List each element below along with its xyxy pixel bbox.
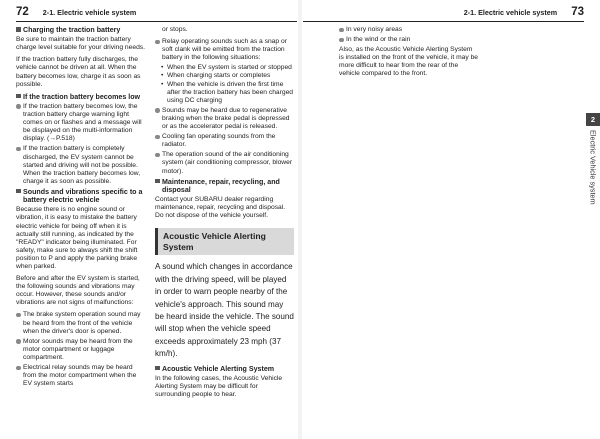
round-bullet-icon: [155, 40, 160, 45]
list-item: The operation sound of the air conditioning system (air conditioning compressor, blower motor).: [155, 151, 294, 175]
round-bullet-icon: [155, 153, 160, 158]
round-bullet-icon: [16, 147, 21, 152]
page-spine: [298, 0, 302, 439]
round-bullet-icon: [155, 108, 160, 113]
list-item: Cooling fan operating sounds from the radiator.: [155, 133, 294, 149]
paragraph: Be sure to maintain the traction battery charge level suitable for your driving needs.: [16, 36, 145, 52]
square-bullet-icon: [16, 94, 21, 99]
list-item: In the wind or the rain: [339, 36, 479, 44]
left-page: [0, 0, 297, 439]
left-page-header: [16, 4, 136, 20]
list-item: Relay operating sounds such as a snap or soft clank will be emitted from the traction battery in the following situations:: [155, 38, 294, 62]
round-bullet-icon: [16, 313, 21, 318]
page-number: 73: [571, 6, 584, 18]
list-item: Sounds may be heard due to regenerative braking when the brake pedal is depressed or as the accelerator pedal is released.: [155, 107, 294, 131]
sub-list-item: • When charging starts or completes: [161, 72, 271, 80]
sub-list-item: • When the vehicle is driven the first time after the traction battery has been charged using DC charging: [161, 80, 294, 104]
left-column-1: [16, 26, 147, 390]
paragraph: If the traction battery fully discharges, the vehicle cannot be driven at all. When the battery becomes low, charge it as soon as possible.: [16, 56, 141, 88]
section-title: 2-1. Electric vehicle system: [42, 7, 137, 17]
right-column-1: [339, 26, 479, 83]
paragraph: Also, as the Acoustic Vehicle Alerting System is installed on the front of the vehicle, it may be more difficult to hear from the rear of the vehicle compared to the front.: [339, 46, 479, 78]
continued-text: or stops.: [162, 26, 188, 33]
square-bullet-icon: [155, 179, 160, 184]
paragraph: Contact your SUBARU dealer regarding maintenance, repair, recycling and disposal. Do not dispose of the vehicle yourself.: [155, 196, 286, 220]
left-column-2: [155, 26, 294, 403]
list-item: If the traction battery becomes low, the traction battery charge warning light comes on or flashes and a message will be displayed on the multi-information display. (→P.518): [16, 103, 147, 143]
intro-paragraph: A sound which changes in accordance with the driving speed, will be played in order to warn people nearby of the vehicle's approach. This sound may be heard inside the vehicle. The sound will stop when the vehicle speed exceeds approximately 23 mph (37 km/h).: [155, 262, 294, 359]
paragraph: In the following cases, the Acoustic Vehicle Alerting System may be difficult for surrounding people to hear.: [155, 374, 283, 398]
sub-list-item: • When the EV system is started or stopped: [161, 64, 292, 72]
paragraph: Because there is no engine sound or vibration, it is easy to mistake the battery electric vehicle for being off when it is actually still running, as indicated by the "READY" indicator being illuminated. For safety, make sure to always shift the shift position to P and apply the parking brake when parked.: [16, 206, 138, 270]
list-item: Motor sounds may be heard from the motor compartment or luggage compartment.: [16, 338, 147, 362]
paragraph: Before and after the EV system is started, the following sounds and vibrations may occur. However, these sounds and/or vibrations are not signs of malfunctions:: [16, 275, 140, 307]
header-rule: [16, 21, 297, 22]
page-number: 72: [16, 6, 29, 18]
list-item: Electrical relay sounds may be heard from the motor compartment when the EV system starts: [16, 364, 147, 388]
round-bullet-icon: [16, 104, 21, 109]
list-item: If the traction battery is completely discharged, the EV system cannot be started and driving will not be possible. When the traction battery becomes low, charge it as soon as possible.: [16, 145, 147, 185]
right-page-header: [464, 4, 584, 20]
heading-battery-low: If the traction battery becomes low: [16, 93, 147, 101]
chapter-tab: 2: [586, 113, 600, 126]
round-bullet-icon: [339, 38, 344, 43]
heading-maintenance: Maintenance, repair, recycling, and disposal: [155, 178, 294, 194]
heading-avas: Acoustic Vehicle Alerting System: [155, 365, 294, 373]
list-item: In very noisy areas: [339, 26, 479, 34]
chapter-tab-label: Electric Vehicle system: [588, 130, 598, 205]
right-page: [303, 0, 600, 439]
square-bullet-icon: [16, 189, 21, 194]
heading-charging: Charging the traction battery: [16, 26, 147, 34]
round-bullet-icon: [155, 135, 160, 140]
heading-sounds: Sounds and vibrations specific to a battery electric vehicle: [16, 188, 147, 204]
square-bullet-icon: [155, 366, 160, 371]
round-bullet-icon: [16, 366, 21, 371]
square-bullet-icon: [16, 27, 21, 32]
round-bullet-icon: [339, 28, 344, 33]
header-rule: [303, 21, 584, 22]
section-title: 2-1. Electric vehicle system: [463, 7, 558, 17]
section-heading-box: Acoustic Vehicle Alerting System: [155, 228, 294, 255]
round-bullet-icon: [16, 339, 21, 344]
list-item: The brake system operation sound may be heard from the front of the vehicle when the driver's door is opened.: [16, 311, 147, 335]
